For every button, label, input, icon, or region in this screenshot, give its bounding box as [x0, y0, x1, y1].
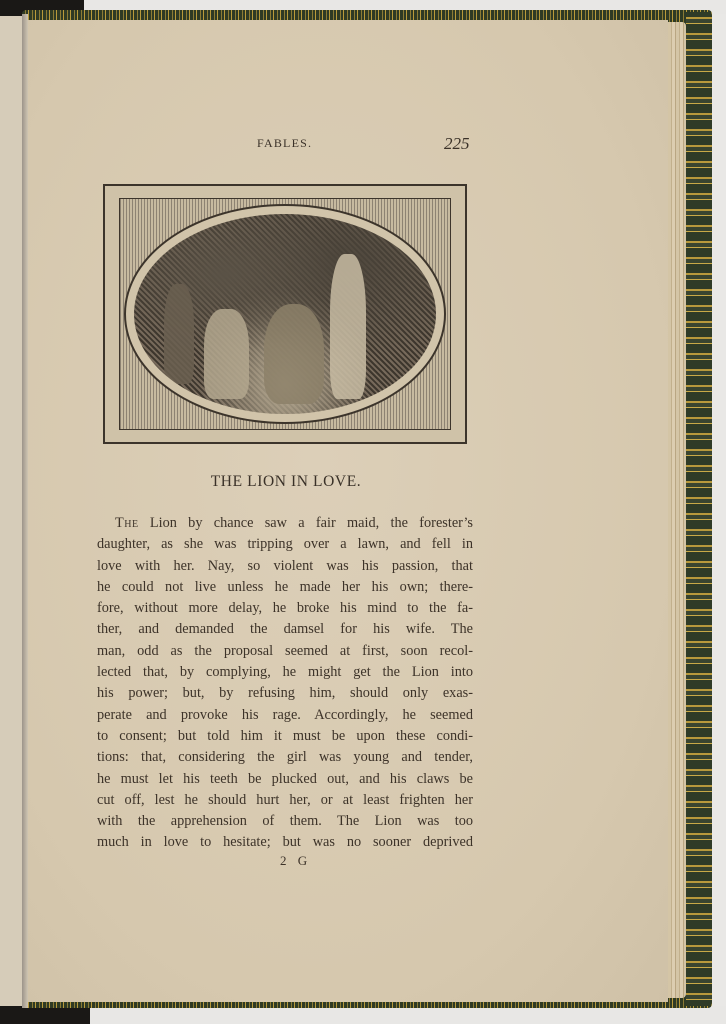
- signature-mark: 2 G: [280, 853, 312, 868]
- text-line: fore, without more delay, he broke his mind to the fa-: [97, 600, 473, 617]
- text-line: much in love to hesitate; but was no sooner deprived: [97, 834, 473, 851]
- woodcut-illustration: [134, 214, 436, 414]
- text-line: perate and provoke his rage. Accordingly, he seemed: [97, 706, 473, 723]
- scan-bottom-background: [0, 1006, 726, 1024]
- running-header: [0, 134, 726, 154]
- illustration-oval-border: [124, 204, 446, 424]
- figure-man-standing: [164, 284, 194, 384]
- left-page-edge: [0, 16, 24, 1006]
- fable-title: THE LION IN LOVE.: [210, 473, 362, 490]
- text-line: he could not live unless he made her his own; there-: [97, 578, 473, 595]
- page-number: 225: [444, 134, 470, 153]
- text-line: ther, and demanded the damsel for his wife. The: [97, 621, 473, 638]
- running-title: FABLES.: [257, 136, 313, 150]
- figure-lion: [264, 304, 324, 404]
- text-line: tions: that, considering the girl was young and tender,: [97, 749, 473, 766]
- text-line: daughter, as she was tripping over a lawn, and fell in: [97, 536, 473, 553]
- illustration-frame: [103, 184, 467, 444]
- book-cover-gilt-edge: [686, 12, 712, 1006]
- text-line: love with her. Nay, so violent was his passion, that: [97, 557, 473, 574]
- text-line: lected that, by complying, he might get the Lion into: [97, 664, 473, 681]
- dropcap-word: The: [115, 515, 139, 531]
- text-line: cut off, lest he should hurt her, or at least frighten her: [97, 791, 473, 808]
- book-page: [28, 20, 668, 1002]
- scan-dark-corner: [0, 1006, 90, 1024]
- text-line: The Lion by chance saw a fair maid, the forester’s: [115, 515, 473, 531]
- figure-man-seated: [204, 309, 249, 399]
- text-line: man, odd as the proposal seemed at first, soon recol-: [97, 642, 473, 659]
- figure-maiden: [330, 254, 366, 399]
- fable-body-text: [97, 513, 473, 854]
- text-line: he must let his teeth be plucked out, and his claws be: [97, 770, 473, 787]
- text-line: with the apprehension of them. The Lion was too: [97, 813, 473, 830]
- illustration-hatched-panel: [119, 198, 451, 430]
- book-gutter: [22, 14, 28, 1008]
- text-line: his power; but, by refusing him, should only exas-: [97, 685, 473, 702]
- text-line: to consent; but told him it must be upon these condi-: [97, 727, 473, 744]
